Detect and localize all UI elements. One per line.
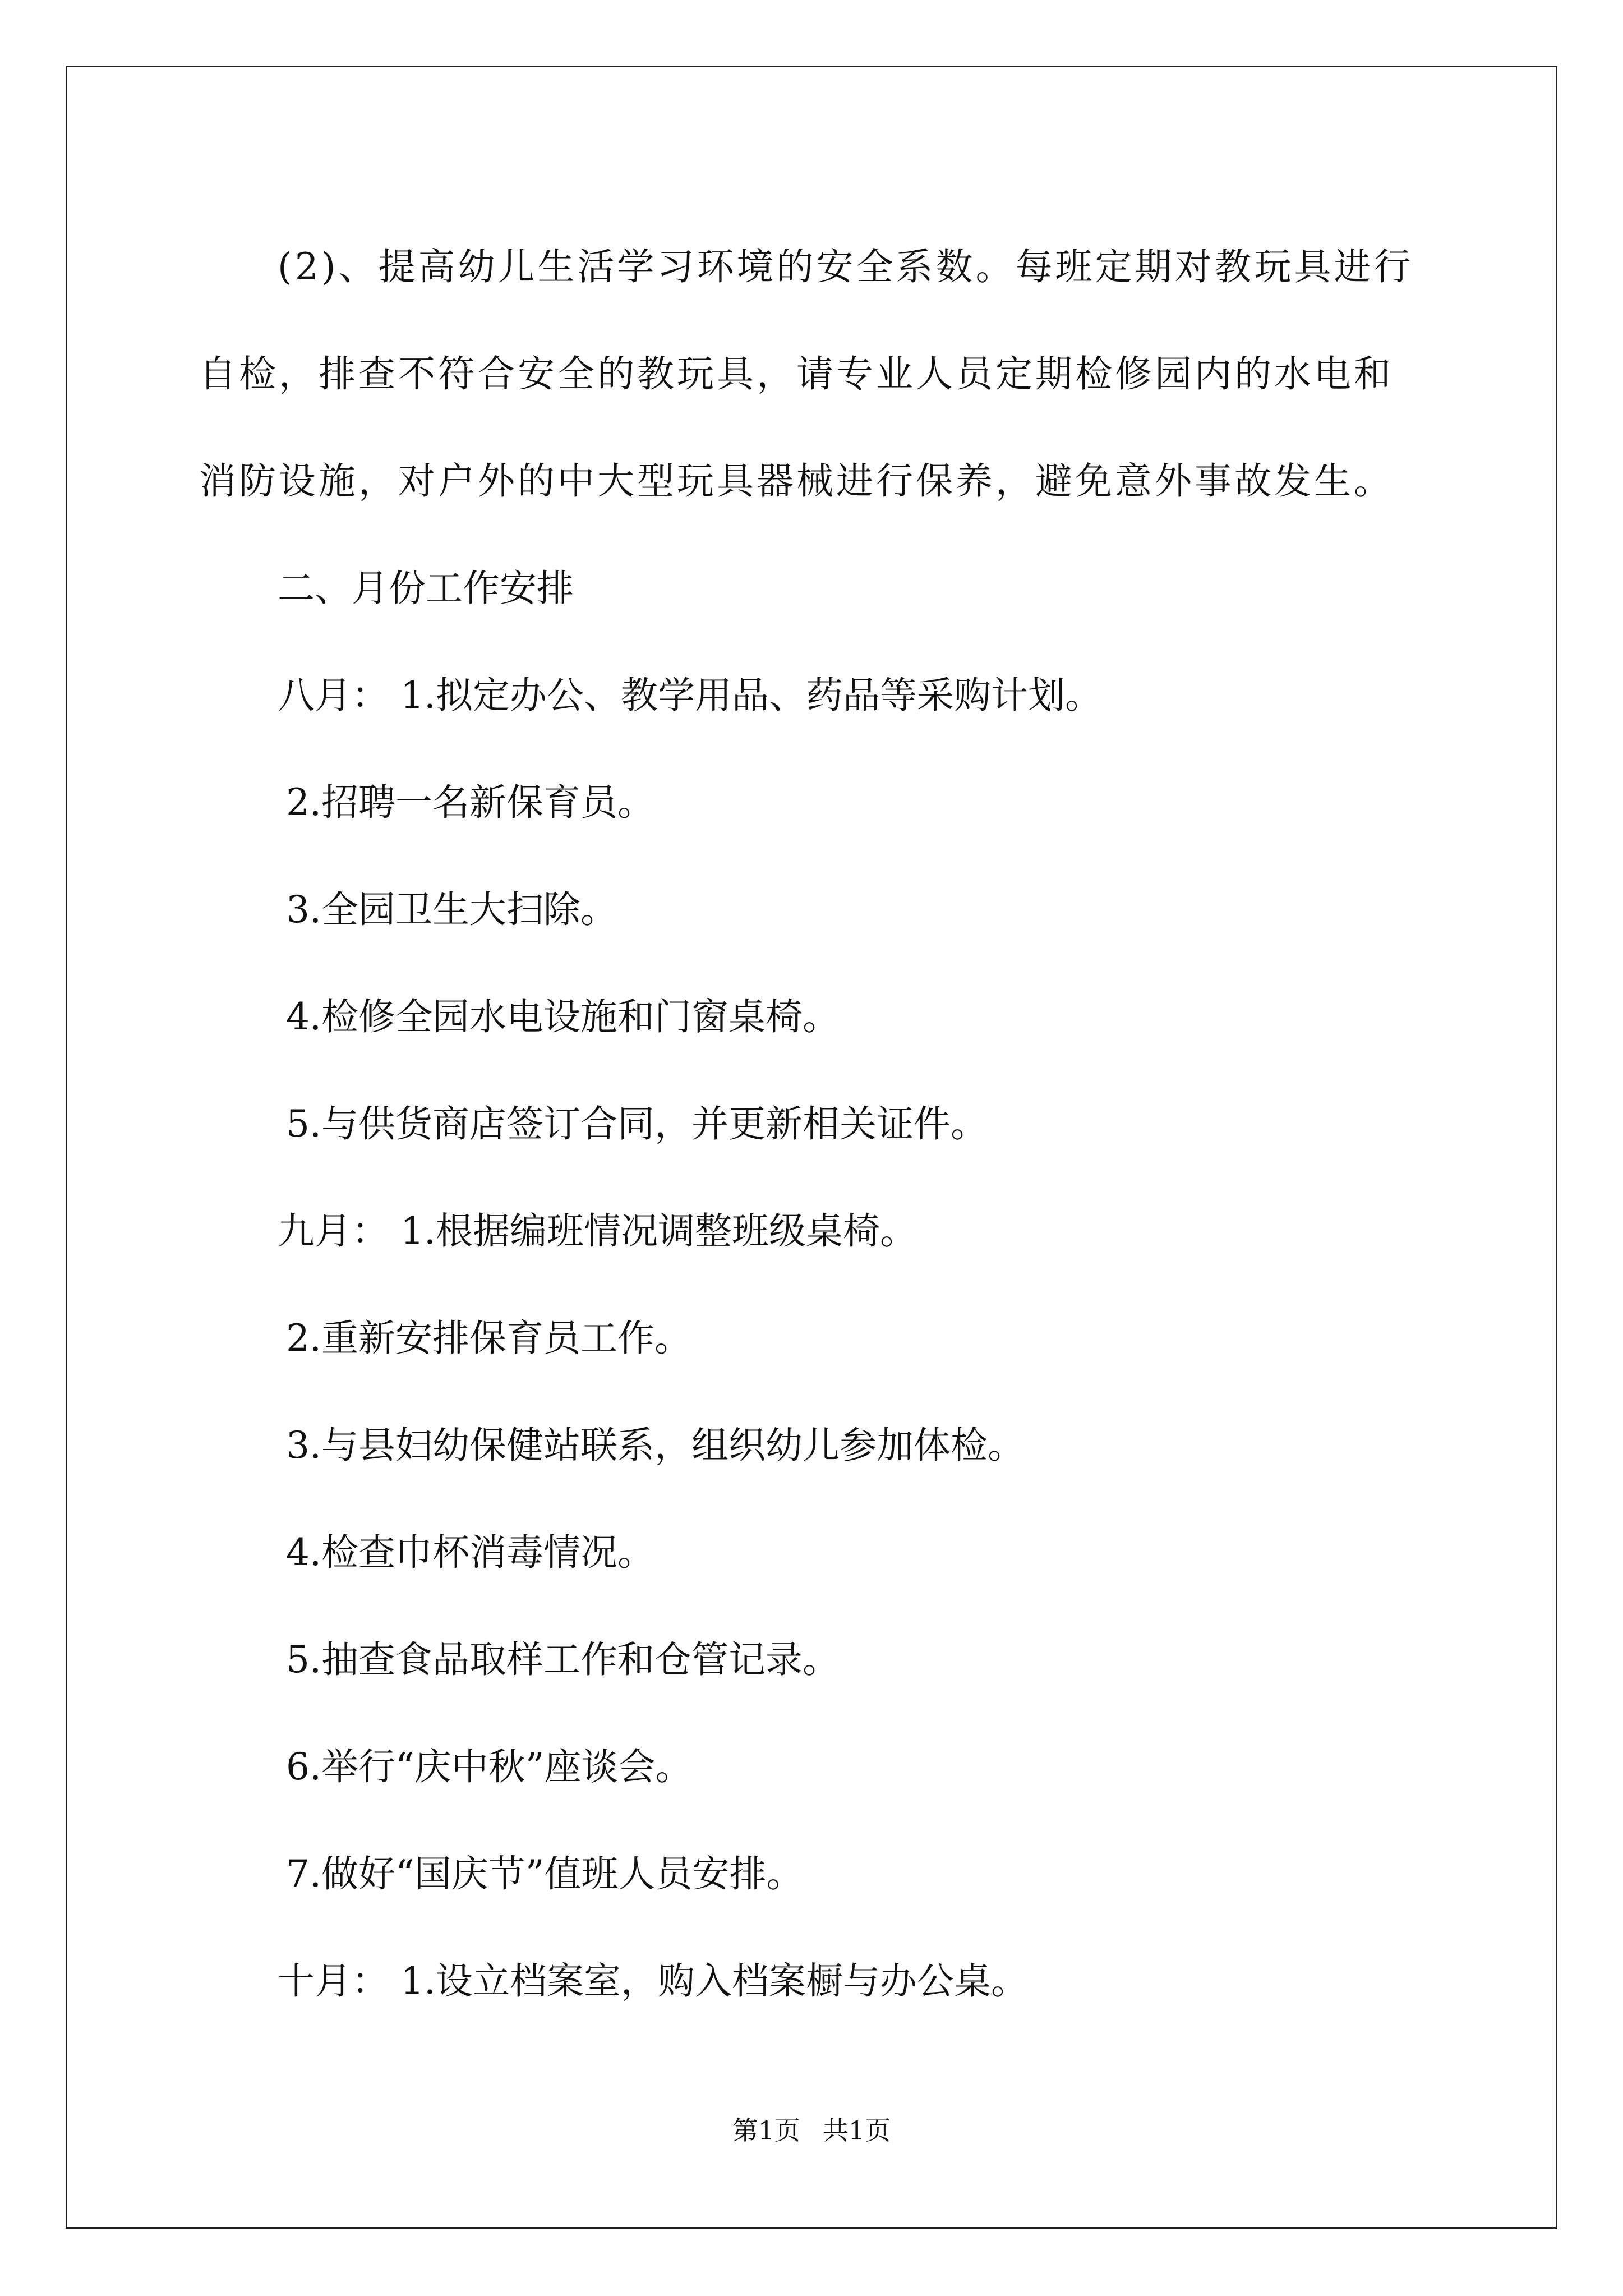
list-item-august-2: 2.招聘一名新保育员。 bbox=[286, 781, 654, 824]
list-item-september-5: 5.抽查食品取样工作和仓管记录。 bbox=[286, 1638, 840, 1681]
document-body bbox=[199, 213, 1422, 2035]
list-item-september-7: 7.做好“国庆节”值班人员安排。 bbox=[286, 1852, 804, 1895]
page-footer bbox=[0, 2110, 1623, 2147]
list-item-august-4: 4.检修全园水电设施和门窗桌椅。 bbox=[286, 995, 840, 1038]
list-item-august-1: 八月： 1.拟定办公、教学用品、药品等采购计划。 bbox=[278, 674, 1102, 717]
list-item-september-2: 2.重新安排保育员工作。 bbox=[286, 1317, 691, 1360]
paragraph-safety: (2)、提高幼儿生活学习环境的安全系数。每班定期对教玩具进行自检，排查不符合安全的教玩具，请专业人员定期检修园内的水电和消防设施，对户外的中大型玩具器械进行保养，避免意外事故发生。 bbox=[199, 245, 1414, 503]
list-item-october-1: 十月： 1.设立档案室，购入档案橱与办公桌。 bbox=[278, 1959, 1028, 2003]
list-item-september-3: 3.与县妇幼保健站联系，组织幼儿参加体检。 bbox=[286, 1424, 1025, 1467]
section-heading-monthly-plan: 二、月份工作安排 bbox=[278, 567, 574, 610]
list-item-september-1: 九月： 1.根据编班情况调整班级桌椅。 bbox=[278, 1209, 917, 1253]
page-total: 共1页 bbox=[823, 2115, 891, 2146]
page-number: 第1页 bbox=[732, 2115, 800, 2146]
list-item-september-6: 6.举行“庆中秋”座谈会。 bbox=[286, 1745, 693, 1788]
list-item-august-3: 3.全园卫生大扫除。 bbox=[286, 888, 617, 931]
list-item-august-5: 5.与供货商店签订合同，并更新相关证件。 bbox=[286, 1102, 988, 1145]
list-item-september-4: 4.检查巾杯消毒情况。 bbox=[286, 1531, 654, 1574]
